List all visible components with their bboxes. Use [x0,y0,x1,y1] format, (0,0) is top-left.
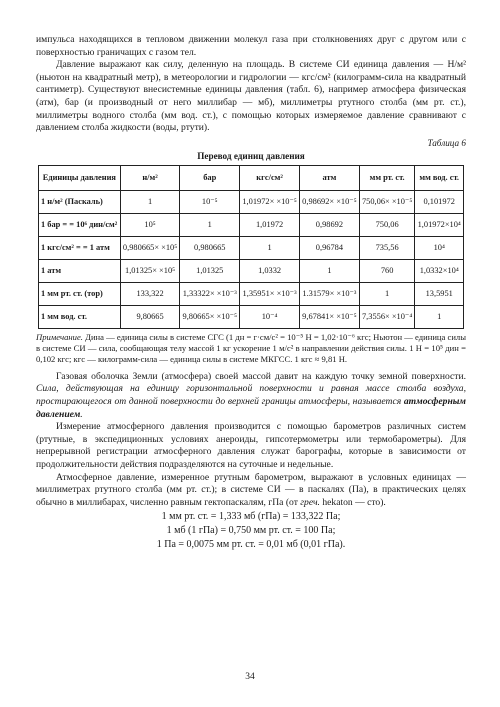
table-cell: 9,80665 [120,305,180,328]
table-cell: 10⁴ [415,236,464,259]
table-number: Таблица 6 [427,137,466,148]
header-atm: атм [300,165,360,190]
table-cell: 0,98692× ×10⁻⁵ [300,190,360,213]
table-cell: 9,67841× ×10⁻⁵ [300,305,360,328]
table-cell: 0,101972 [415,190,464,213]
pressure-conversion-table [38,165,464,329]
para5-text-c: hekaton — сто). [319,496,386,508]
table-cell: 1,01325× ×10⁵ [120,259,180,282]
table-cell: 1 [240,236,300,259]
page-body [36,34,466,552]
formula-line: 1 мм рт. ст. = 1,333 мб (гПа) = 133,322 Па; [161,511,341,523]
table-cell: 750,06 [359,213,415,236]
table-cell: 1 [120,190,180,213]
table-cell: 1 [300,259,360,282]
table-cell: 7,3556× ×10⁻⁴ [359,305,415,328]
para3-definition: Сила, действующая на единицу горизонтальной поверхности и равная массе столба воздуха, простирающегося от данной поверхности до верхней границы атмосферы, называется [36,383,466,407]
header-kgs: кгс/см² [240,165,300,190]
table-cell: 1,01972× ×10⁻⁵ [240,190,300,213]
table-cell: 0,98692 [300,213,360,236]
header-bar: бар [180,165,240,190]
table-cell: 760 [359,259,415,282]
para3-period: . [80,408,83,420]
table-cell: 1.31579× ×10⁻³ [300,282,360,305]
table-cell: 0,980665 [180,236,240,259]
page-number: 34 [245,672,255,682]
table-cell: 1,01972 [240,213,300,236]
table-cell: 1,33322× ×10⁻³ [180,282,240,305]
paragraph-continuation: импульса находящихся в тепловом движении молекул газа при столкновениях друг с другом или с поверхностью граничащих с газом тел. [36,34,466,58]
header-nm2: н/м² [120,165,180,190]
table-cell: 10⁻⁵ [180,190,240,213]
header-mmh2o: мм вод. ст. [415,165,464,190]
table-row [39,213,464,236]
table-cell: 1 [415,305,464,328]
table-row [39,305,464,328]
para5-text-a: Атмосферное давление, измеренное ртутным барометром, выражают в условных единицах — миллиметрах ртутного столба (мм рт. ст.); в системе СИ — в паскалях (Па), в практических целях обычно в миллибарах, численно равным гектопаскалям, гПа (от [36,471,466,508]
table-cell: 1,01325 [180,259,240,282]
table-cell: 1 мм вод. ст. [39,305,121,328]
table-title: Перевод единиц давления [197,150,305,161]
table-row [39,259,464,282]
table-row [39,282,464,305]
table-row [39,236,464,259]
table-cell: 133,322 [120,282,180,305]
paragraph-units-mmhg [36,472,466,510]
table-header-row [39,165,464,190]
table-row [39,190,464,213]
formula-line: 1 Па = 0,0075 мм рт. ст. = 0,01 мб (0,01 гПа). [156,539,346,551]
para5-greek: греч. [300,496,320,508]
note-label: Примечание. [36,331,83,342]
table-cell: 10⁻⁴ [240,305,300,328]
paragraph-atmosphere [36,371,466,421]
paragraph-pressure-units: Давление выражают как силу, деленную на площадь. В системе СИ единица давления — Н/м² (ньютон на квадратный метр), в метеорологии и гидрологии — кгс/см² (килограмм-сила на квадратный сантиметр). Существуют внесистемные единицы давления (табл. 6), например атмосфера физическая (атм), бар (и производный от него миллибар — мб), миллиметры ртутного столба (мм рт. ст.), миллиметры водного столба (мм вод. ст.), с помощью которых измеряемое давление сравнивают с давлением столба жидкости (воды, ртути). [36,59,466,134]
header-mmhg: мм рт. ст. [359,165,415,190]
table-cell: 0,980665× ×10⁵ [120,236,180,259]
term-atmospheric-pressure: атмосферным давлением [36,395,466,420]
table-cell: 0,96784 [300,236,360,259]
table-cell: 735,56 [359,236,415,259]
table-cell: 10⁵ [120,213,180,236]
paragraph-barometers: Измерение атмосферного давления производится с помощью барометров различных систем (ртутные, в экспедиционных условиях анероиды, гипсотермометры или термобарометры). Для непрерывной регистрации атмосферного давления служат барографы, которые в зависимости от продолжительности действия подразделяются на суточные и недельные. [36,421,466,470]
note-text: Дина — единица силы в системе СГС (1 дн = г·см/с² = 10⁻⁵ Н = 1,02·10⁻⁶ кгс; Ньютон — единица силы в системе СИ — сила, сообщающая телу массой 1 кг ускорение 1 м/с² в направлении действия силы. 1 Н = 10⁵ дин = 0,102 кгс; кгс — килограмм-сила — единица силы в системе МКГСС. 1 кгс ≈ 9,81 Н. [36,331,466,364]
table-cell: 1 [359,282,415,305]
table-cell: 1 н/м² (Паскаль) [39,190,121,213]
table-cell: 1,35951× ×10⁻³ [240,282,300,305]
table-cell: 13,5951 [415,282,464,305]
formula-line: 1 мб (1 гПа) = 0,750 мм рт. ст. = 100 Па; [166,525,336,537]
table-cell: 1 [180,213,240,236]
table-cell: 1 атм [39,259,121,282]
table-cell: 1 бар = = 10⁶ дин/см² [39,213,121,236]
table-cell: 1,0332 [240,259,300,282]
table-cell: 9,80665× ×10⁻⁵ [180,305,240,328]
table-cell: 1,0332×10⁴ [415,259,464,282]
table-note [36,332,466,365]
para3-text-a: Газовая оболочка Земли (атмосфера) своей массой давит на каждую точку земной поверхности. [56,370,466,382]
table-cell: 1 кгс/см² = = 1 атм [39,236,121,259]
table-cell: 1,01972×10⁴ [415,213,464,236]
table-cell: 1 мм рт. ст. (тор) [39,282,121,305]
header-units: Единицы давления [39,165,121,190]
conversion-formulas [36,510,466,552]
table-cell: 750,06× ×10⁻⁵ [359,190,415,213]
